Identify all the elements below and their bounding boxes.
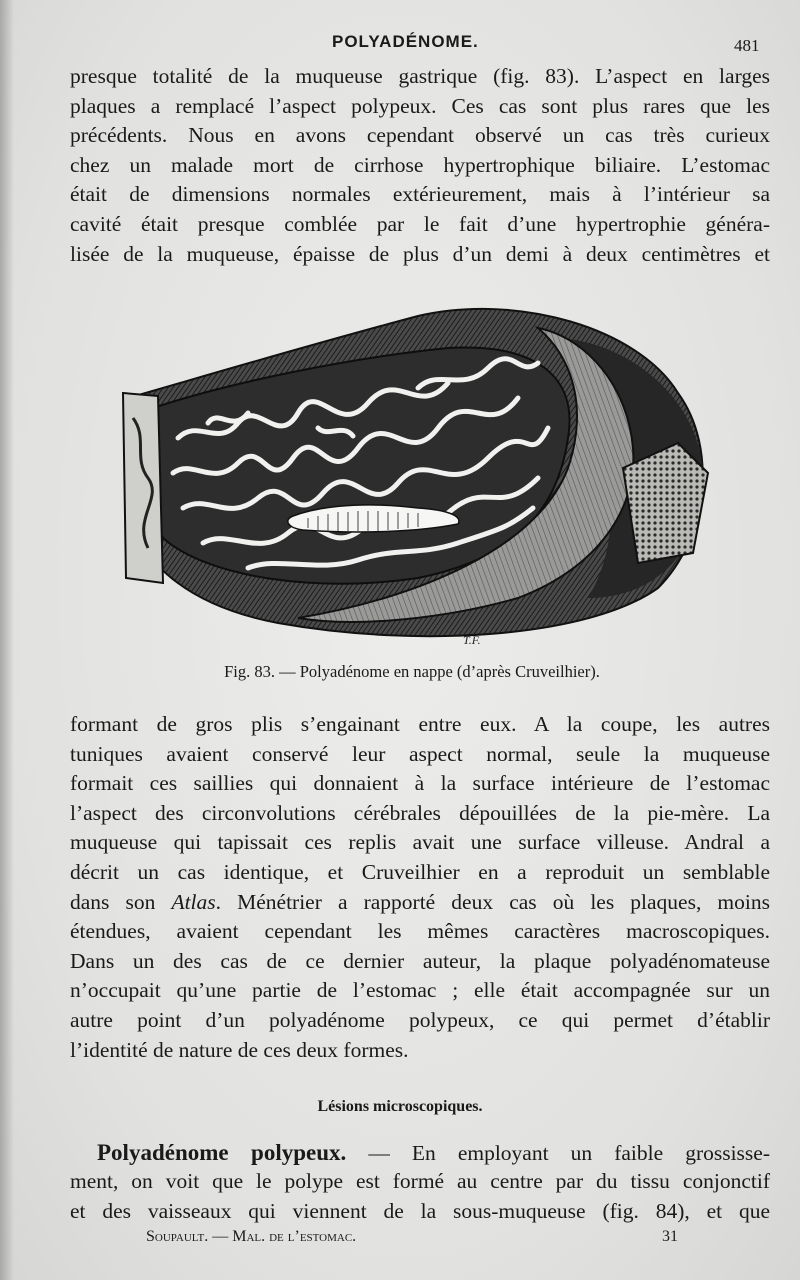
text-line: l’aspect des circonvolutions cérébrales dépouillées de la pie-mère. La [70,800,770,825]
text-line: formait ces saillies qui donnaient à la surface intérieure de l’estomac [70,771,770,796]
text-line: chez un malade mort de cirrhose hypertrophique biliaire. L’estomac [70,152,770,177]
running-head [0,30,800,54]
text-run: — En employant un faible grossisse- [346,1141,770,1165]
run-in-heading: Polyadénome polypeux. [97,1140,347,1165]
text-line: étendues, avaient cependant les mêmes caractères macroscopiques. [70,919,770,944]
figure-caption [0,662,800,682]
signature-number: 31 [662,1228,678,1245]
text-line: dans son Atlas. Ménétrier a rapporté deux cas où les plaques, moins [70,889,770,914]
atlas-italic: Atlas [171,889,216,914]
paragraph-3 [97,1138,770,1169]
paragraph-2 [70,710,770,1065]
text-line: l’identité de nature de ces deux formes. [70,1037,409,1062]
text-line: lisée de la muqueuse, épaisse de plus d’un demi à deux centimètres et [70,241,770,266]
stomach-engraving [118,298,718,658]
paragraph-1 [70,62,770,269]
text-line: presque totalité de la muqueuse gastrique (fig. 83). L’aspect en larges [70,64,770,88]
figure-caption-text: Fig. 83. — Polyadénome en nappe (d’après Cruveilhier). [224,662,600,681]
text-line: était de dimensions normales extérieurement, mais à l’intérieur sa [70,182,770,207]
artist-signature: T.F. [463,633,481,647]
running-title: POLYADÉNOME. [332,32,479,51]
text-line: et des vaisseaux qui viennent de la sous-muqueuse (fig. 84), et que [70,1198,770,1223]
text-line: ment, on voit que le polype est formé au centre par du tissu conjonctif [70,1169,770,1193]
paragraph-3-continued [70,1167,770,1226]
text-line: formant de gros plis s’engainant entre eux. A la coupe, les autres [70,712,770,736]
footer-book: — Mal. de l’estomac. [208,1228,357,1245]
page-footer [0,1228,800,1252]
figure-83-illustration [118,298,718,658]
footer-credit [146,1228,356,1246]
pylorus-cut [123,393,163,583]
text-line: précédents. Nous en avons cependant observé un cas très curieux [70,123,770,148]
text-line: n’occupait qu’une partie de l’estomac ; elle était accompagnée sur un [70,978,770,1003]
text-line [97,1138,770,1169]
text-line: tuniques avaient conservé leur aspect normal, seule la muqueuse [70,741,770,766]
page-number: 481 [734,36,760,55]
page-edge-shadow [0,0,14,1280]
text-line: plaques a remplacé l’aspect polypeux. Ces cas sont plus rares que les [70,93,770,118]
text-line: cavité était presque comblée par le fait d’une hypertrophie généra- [70,211,770,236]
text-line: autre point d’un polyadénome polypeux, ce qui permet d’établir [70,1007,770,1032]
footer-author: Soupault. [146,1228,209,1245]
text-line: muqueuse qui tapissait ces replis avait une surface villeuse. Andral a [70,830,770,855]
text-line: Dans un des cas de ce dernier auteur, la plaque polyadénomateuse [70,948,770,973]
section-heading: Lésions microscopiques. [317,1098,483,1115]
text-line: décrit un cas identique, et Cruveilhier en a reproduit un semblable [70,859,770,884]
